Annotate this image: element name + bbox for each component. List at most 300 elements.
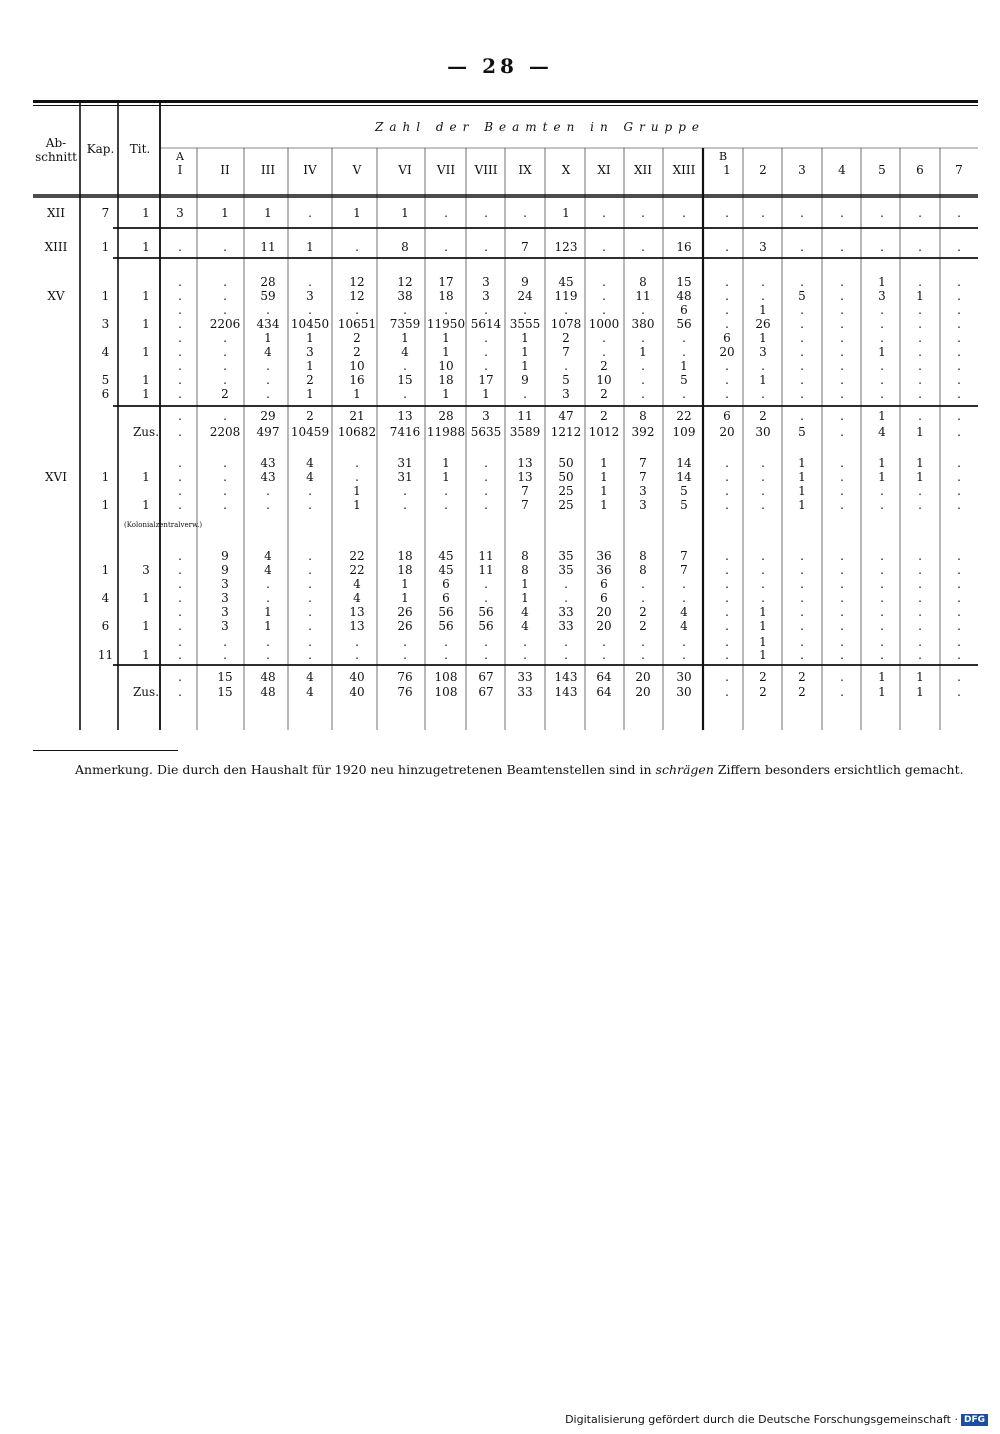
value-cell: . bbox=[178, 591, 182, 605]
tit-cell: 1 bbox=[142, 648, 150, 662]
value-cell: . bbox=[602, 345, 606, 359]
value-cell: . bbox=[800, 605, 804, 619]
value-cell: 3 bbox=[759, 345, 767, 359]
value-cell: . bbox=[918, 635, 922, 649]
value-cell: 3 bbox=[221, 605, 229, 619]
value-cell: . bbox=[484, 331, 488, 345]
kap-cell: 1 bbox=[101, 563, 110, 577]
value-cell: 26 bbox=[397, 605, 413, 619]
value-cell: 1 bbox=[306, 331, 314, 345]
column-header: 3 bbox=[798, 163, 806, 177]
value-cell: . bbox=[918, 498, 922, 512]
value-cell: 6 bbox=[442, 577, 450, 591]
value-cell: . bbox=[761, 498, 765, 512]
value-cell: . bbox=[523, 648, 527, 662]
value-cell: 1 bbox=[759, 619, 767, 633]
value-cell: 31 bbox=[397, 456, 413, 470]
value-cell: 3555 bbox=[509, 317, 541, 331]
value-cell: 1 bbox=[680, 359, 688, 373]
value-cell: . bbox=[761, 206, 765, 220]
value-cell: . bbox=[840, 605, 844, 619]
column-header: 1 bbox=[723, 163, 731, 177]
value-cell: 67 bbox=[478, 670, 494, 684]
value-cell: 4 bbox=[680, 605, 688, 619]
value-cell: 497 bbox=[256, 425, 280, 439]
value-cell: . bbox=[178, 373, 182, 387]
value-cell: . bbox=[223, 359, 227, 373]
value-cell: . bbox=[682, 635, 686, 649]
value-cell: 1 bbox=[562, 206, 570, 220]
value-cell: . bbox=[880, 387, 884, 401]
value-cell: 3 bbox=[639, 484, 647, 498]
value-cell: . bbox=[840, 456, 844, 470]
value-cell: . bbox=[800, 648, 804, 662]
tit-cell: 1 bbox=[142, 591, 150, 605]
value-cell: . bbox=[403, 359, 407, 373]
value-cell: . bbox=[355, 240, 359, 254]
value-cell: . bbox=[840, 387, 844, 401]
value-cell: 1 bbox=[759, 605, 767, 619]
value-cell: . bbox=[355, 635, 359, 649]
value-cell: 18 bbox=[397, 563, 413, 577]
value-cell: . bbox=[641, 387, 645, 401]
value-cell: 4 bbox=[680, 619, 688, 633]
value-cell: . bbox=[223, 303, 227, 317]
value-cell: . bbox=[444, 648, 448, 662]
value-cell: 14 bbox=[676, 456, 692, 470]
value-cell: 1 bbox=[482, 387, 490, 401]
value-cell: 6 bbox=[442, 591, 450, 605]
value-cell: 9 bbox=[521, 275, 529, 289]
value-cell: 29 bbox=[260, 409, 276, 423]
value-cell: . bbox=[957, 498, 961, 512]
value-cell: . bbox=[223, 345, 227, 359]
value-cell: 26 bbox=[397, 619, 413, 633]
value-cell: . bbox=[800, 317, 804, 331]
value-cell: . bbox=[682, 648, 686, 662]
value-cell: 8 bbox=[639, 563, 647, 577]
value-cell: 7 bbox=[639, 456, 647, 470]
value-cell: 1 bbox=[759, 648, 767, 662]
value-cell: . bbox=[880, 303, 884, 317]
value-cell: 8 bbox=[639, 409, 647, 423]
column-header: 6 bbox=[916, 163, 924, 177]
value-cell: 5 bbox=[680, 498, 688, 512]
value-cell: . bbox=[178, 648, 182, 662]
value-cell: 7 bbox=[521, 240, 529, 254]
value-cell: . bbox=[957, 359, 961, 373]
value-cell: 36 bbox=[596, 549, 612, 563]
value-cell: . bbox=[725, 563, 729, 577]
value-cell: 5 bbox=[680, 484, 688, 498]
value-cell: . bbox=[178, 317, 182, 331]
value-cell: . bbox=[840, 289, 844, 303]
value-cell: . bbox=[523, 206, 527, 220]
value-cell: 10651 bbox=[337, 317, 377, 331]
value-cell: . bbox=[308, 635, 312, 649]
value-cell: . bbox=[840, 635, 844, 649]
value-cell: 16 bbox=[349, 373, 365, 387]
value-cell: . bbox=[223, 456, 227, 470]
value-cell: . bbox=[880, 563, 884, 577]
value-cell: 25 bbox=[558, 484, 574, 498]
value-cell: 2 bbox=[759, 685, 767, 699]
value-cell: 43 bbox=[260, 456, 276, 470]
value-cell: 20 bbox=[596, 619, 612, 633]
value-cell: 7359 bbox=[389, 317, 421, 331]
tit-cell: 1 bbox=[142, 619, 150, 633]
value-cell: 8 bbox=[639, 549, 647, 563]
value-cell: 3 bbox=[759, 240, 767, 254]
value-cell: . bbox=[641, 331, 645, 345]
value-cell: . bbox=[761, 359, 765, 373]
tit-cell: 1 bbox=[142, 387, 150, 401]
value-cell: 47 bbox=[558, 409, 574, 423]
value-cell: 31 bbox=[397, 470, 413, 484]
value-cell: 12 bbox=[397, 275, 413, 289]
column-header: 5 bbox=[878, 163, 886, 177]
value-cell: 14 bbox=[676, 470, 692, 484]
value-cell: . bbox=[880, 591, 884, 605]
column-header: IX bbox=[518, 163, 532, 177]
value-cell: . bbox=[444, 240, 448, 254]
value-cell: . bbox=[178, 484, 182, 498]
value-cell: . bbox=[957, 303, 961, 317]
value-cell: 1 bbox=[401, 591, 409, 605]
value-cell: 119 bbox=[554, 289, 578, 303]
value-cell: 1 bbox=[600, 498, 608, 512]
value-cell: 2 bbox=[798, 670, 806, 684]
value-cell: . bbox=[484, 240, 488, 254]
value-cell: 1 bbox=[878, 456, 886, 470]
value-cell: . bbox=[840, 345, 844, 359]
value-cell: . bbox=[880, 206, 884, 220]
value-cell: . bbox=[880, 619, 884, 633]
value-cell: . bbox=[918, 648, 922, 662]
value-cell: 4 bbox=[306, 685, 314, 699]
kap-cell: 6 bbox=[101, 387, 110, 401]
value-cell: 1 bbox=[306, 359, 314, 373]
value-cell: . bbox=[308, 648, 312, 662]
value-cell: . bbox=[641, 240, 645, 254]
value-cell: . bbox=[484, 577, 488, 591]
value-cell: 1 bbox=[798, 456, 806, 470]
value-cell: . bbox=[355, 470, 359, 484]
column-header: X bbox=[561, 163, 571, 177]
value-cell: . bbox=[178, 303, 182, 317]
value-cell: . bbox=[178, 470, 182, 484]
value-cell: 45 bbox=[558, 275, 574, 289]
value-cell: . bbox=[178, 289, 182, 303]
value-cell: . bbox=[957, 345, 961, 359]
value-cell: 56 bbox=[438, 605, 454, 619]
value-cell: . bbox=[761, 289, 765, 303]
value-cell: 1 bbox=[759, 331, 767, 345]
value-cell: . bbox=[725, 648, 729, 662]
value-cell: . bbox=[444, 206, 448, 220]
value-cell: 33 bbox=[517, 685, 533, 699]
value-cell: . bbox=[725, 359, 729, 373]
value-cell: 16 bbox=[676, 240, 692, 254]
value-cell: 6 bbox=[680, 303, 688, 317]
value-cell: 10682 bbox=[337, 425, 377, 439]
value-cell: . bbox=[918, 317, 922, 331]
column-header: 7 bbox=[955, 163, 963, 177]
value-cell: . bbox=[444, 635, 448, 649]
value-cell: 15 bbox=[217, 670, 233, 684]
value-cell: . bbox=[761, 275, 765, 289]
value-cell: . bbox=[800, 409, 804, 423]
value-cell: 30 bbox=[676, 670, 692, 684]
value-cell: 33 bbox=[558, 605, 574, 619]
value-cell: 7416 bbox=[389, 425, 421, 439]
value-cell: . bbox=[918, 345, 922, 359]
value-cell: . bbox=[403, 635, 407, 649]
value-cell: 1 bbox=[878, 345, 886, 359]
value-cell: 10450 bbox=[290, 317, 330, 331]
value-cell: 10 bbox=[349, 359, 365, 373]
value-cell: 6 bbox=[600, 591, 608, 605]
value-cell: 4 bbox=[878, 425, 886, 439]
value-cell: 7 bbox=[521, 484, 529, 498]
value-cell: 11 bbox=[478, 549, 494, 563]
value-cell: 33 bbox=[558, 619, 574, 633]
value-cell: . bbox=[918, 387, 922, 401]
value-cell: 59 bbox=[260, 289, 276, 303]
value-cell: 10 bbox=[438, 359, 454, 373]
value-cell: . bbox=[880, 240, 884, 254]
value-cell: 45 bbox=[438, 549, 454, 563]
value-cell: 50 bbox=[558, 470, 574, 484]
value-cell: 1 bbox=[916, 470, 924, 484]
value-cell: 6 bbox=[723, 409, 731, 423]
abschnitt-cell: XV bbox=[47, 289, 65, 303]
value-cell: . bbox=[800, 577, 804, 591]
value-cell: . bbox=[840, 484, 844, 498]
value-cell: 1 bbox=[401, 331, 409, 345]
value-cell: 50 bbox=[558, 456, 574, 470]
kap-cell: 1 bbox=[101, 289, 110, 303]
value-cell: . bbox=[641, 373, 645, 387]
value-cell: . bbox=[223, 498, 227, 512]
value-cell: 1 bbox=[798, 484, 806, 498]
value-cell: . bbox=[403, 484, 407, 498]
value-cell: . bbox=[308, 206, 312, 220]
value-cell: 18 bbox=[438, 289, 454, 303]
value-cell: . bbox=[725, 317, 729, 331]
value-cell: 5614 bbox=[470, 317, 502, 331]
value-cell: . bbox=[725, 498, 729, 512]
value-cell: . bbox=[682, 577, 686, 591]
value-cell: 2 bbox=[306, 373, 314, 387]
value-cell: 1 bbox=[878, 670, 886, 684]
value-cell: 2 bbox=[353, 331, 361, 345]
value-cell: 1 bbox=[442, 470, 450, 484]
value-cell: 20 bbox=[719, 425, 735, 439]
value-cell: 17 bbox=[478, 373, 494, 387]
value-cell: 1 bbox=[521, 331, 529, 345]
kap-cell: 5 bbox=[101, 373, 110, 387]
value-cell: 20 bbox=[635, 670, 651, 684]
value-cell: 1 bbox=[916, 456, 924, 470]
value-cell: 4 bbox=[401, 345, 409, 359]
value-cell: . bbox=[484, 635, 488, 649]
tit-cell: 1 bbox=[142, 289, 150, 303]
value-cell: . bbox=[403, 387, 407, 401]
value-cell: . bbox=[761, 484, 765, 498]
value-cell: . bbox=[602, 303, 606, 317]
value-cell: . bbox=[682, 206, 686, 220]
value-cell: . bbox=[800, 359, 804, 373]
header-abschnitt: Ab-schnitt bbox=[35, 136, 77, 164]
value-cell: 22 bbox=[676, 409, 692, 423]
footnote-text-2: Ziffern besonders ersichtlich gemacht. bbox=[717, 762, 964, 777]
value-cell: . bbox=[800, 331, 804, 345]
value-cell: . bbox=[840, 498, 844, 512]
kap-cell: 1 bbox=[101, 498, 110, 512]
value-cell: . bbox=[564, 303, 568, 317]
value-cell: . bbox=[761, 591, 765, 605]
value-cell: 10459 bbox=[290, 425, 330, 439]
value-cell: 1 bbox=[878, 470, 886, 484]
value-cell: . bbox=[880, 359, 884, 373]
value-cell: 24 bbox=[517, 289, 533, 303]
footnote bbox=[75, 762, 964, 777]
tit-cell: Zus. bbox=[132, 685, 160, 699]
value-cell: 3 bbox=[221, 619, 229, 633]
value-cell: 2 bbox=[353, 345, 361, 359]
value-cell: . bbox=[178, 670, 182, 684]
value-cell: 143 bbox=[554, 670, 578, 684]
value-cell: . bbox=[918, 359, 922, 373]
value-cell: . bbox=[761, 456, 765, 470]
value-cell: . bbox=[725, 206, 729, 220]
value-cell: . bbox=[957, 409, 961, 423]
value-cell: . bbox=[725, 577, 729, 591]
value-cell: 1 bbox=[353, 484, 361, 498]
value-cell: . bbox=[564, 635, 568, 649]
value-cell: 1012 bbox=[588, 425, 620, 439]
value-cell: 33 bbox=[517, 670, 533, 684]
value-cell: 13 bbox=[349, 619, 365, 633]
value-cell: 4 bbox=[306, 470, 314, 484]
value-cell: . bbox=[840, 577, 844, 591]
value-cell: . bbox=[800, 373, 804, 387]
value-cell: 64 bbox=[596, 670, 612, 684]
value-cell: 1 bbox=[878, 409, 886, 423]
value-cell: . bbox=[725, 685, 729, 699]
value-cell: 11 bbox=[260, 240, 276, 254]
header-b-super: B bbox=[718, 150, 728, 163]
value-cell: . bbox=[800, 206, 804, 220]
value-cell: 3 bbox=[306, 345, 314, 359]
value-cell: . bbox=[641, 206, 645, 220]
value-cell: 20 bbox=[719, 345, 735, 359]
value-cell: . bbox=[641, 577, 645, 591]
value-cell: . bbox=[840, 563, 844, 577]
value-cell: 1 bbox=[916, 289, 924, 303]
value-cell: . bbox=[957, 549, 961, 563]
value-cell: . bbox=[761, 577, 765, 591]
value-cell: . bbox=[800, 563, 804, 577]
value-cell: 1 bbox=[521, 591, 529, 605]
value-cell: 43 bbox=[260, 470, 276, 484]
value-cell: 12 bbox=[349, 289, 365, 303]
value-cell: 5 bbox=[680, 373, 688, 387]
value-cell: . bbox=[918, 275, 922, 289]
value-cell: . bbox=[840, 331, 844, 345]
value-cell: 56 bbox=[478, 619, 494, 633]
value-cell: 11 bbox=[635, 289, 651, 303]
value-cell: 1 bbox=[401, 206, 409, 220]
value-cell: 3 bbox=[482, 409, 490, 423]
column-header: V bbox=[352, 163, 362, 177]
value-cell: . bbox=[800, 619, 804, 633]
value-cell: 22 bbox=[349, 549, 365, 563]
value-cell: . bbox=[800, 591, 804, 605]
value-cell: . bbox=[266, 498, 270, 512]
value-cell: 15 bbox=[217, 685, 233, 699]
value-cell: 13 bbox=[349, 605, 365, 619]
value-cell: . bbox=[484, 470, 488, 484]
value-cell: 2 bbox=[759, 670, 767, 684]
value-cell: 38 bbox=[397, 289, 413, 303]
value-cell: . bbox=[957, 317, 961, 331]
value-cell: . bbox=[266, 373, 270, 387]
value-cell: . bbox=[564, 577, 568, 591]
value-cell: . bbox=[178, 387, 182, 401]
value-cell: . bbox=[223, 635, 227, 649]
value-cell: . bbox=[918, 591, 922, 605]
header-kap: Kap. bbox=[86, 142, 115, 156]
value-cell: . bbox=[178, 549, 182, 563]
value-cell: 56 bbox=[478, 605, 494, 619]
value-cell: . bbox=[957, 289, 961, 303]
dfg-logo: DFG bbox=[961, 1414, 988, 1426]
value-cell: . bbox=[840, 648, 844, 662]
value-cell: . bbox=[178, 359, 182, 373]
value-cell: . bbox=[957, 670, 961, 684]
value-cell: . bbox=[266, 591, 270, 605]
footnote-rule bbox=[33, 750, 178, 751]
value-cell: . bbox=[602, 331, 606, 345]
value-cell: . bbox=[918, 605, 922, 619]
value-cell: 1 bbox=[264, 605, 272, 619]
value-cell: 36 bbox=[596, 563, 612, 577]
value-cell: . bbox=[840, 373, 844, 387]
value-cell: . bbox=[918, 563, 922, 577]
value-cell: . bbox=[725, 470, 729, 484]
value-cell: . bbox=[957, 470, 961, 484]
header-tit: Tit. bbox=[129, 142, 151, 156]
value-cell: 3 bbox=[482, 275, 490, 289]
value-cell: 1 bbox=[759, 635, 767, 649]
value-cell: . bbox=[641, 591, 645, 605]
value-cell: 1 bbox=[798, 498, 806, 512]
value-cell: . bbox=[880, 577, 884, 591]
value-cell: 3589 bbox=[509, 425, 541, 439]
tit-cell: 1 bbox=[142, 373, 150, 387]
value-cell: . bbox=[761, 563, 765, 577]
value-cell: 4 bbox=[264, 563, 272, 577]
kap-cell: 4 bbox=[101, 591, 110, 605]
value-cell: 6 bbox=[600, 577, 608, 591]
value-cell: . bbox=[918, 577, 922, 591]
value-cell: 11988 bbox=[426, 425, 466, 439]
value-cell: . bbox=[178, 563, 182, 577]
value-cell: . bbox=[880, 648, 884, 662]
value-cell: 108 bbox=[434, 685, 458, 699]
